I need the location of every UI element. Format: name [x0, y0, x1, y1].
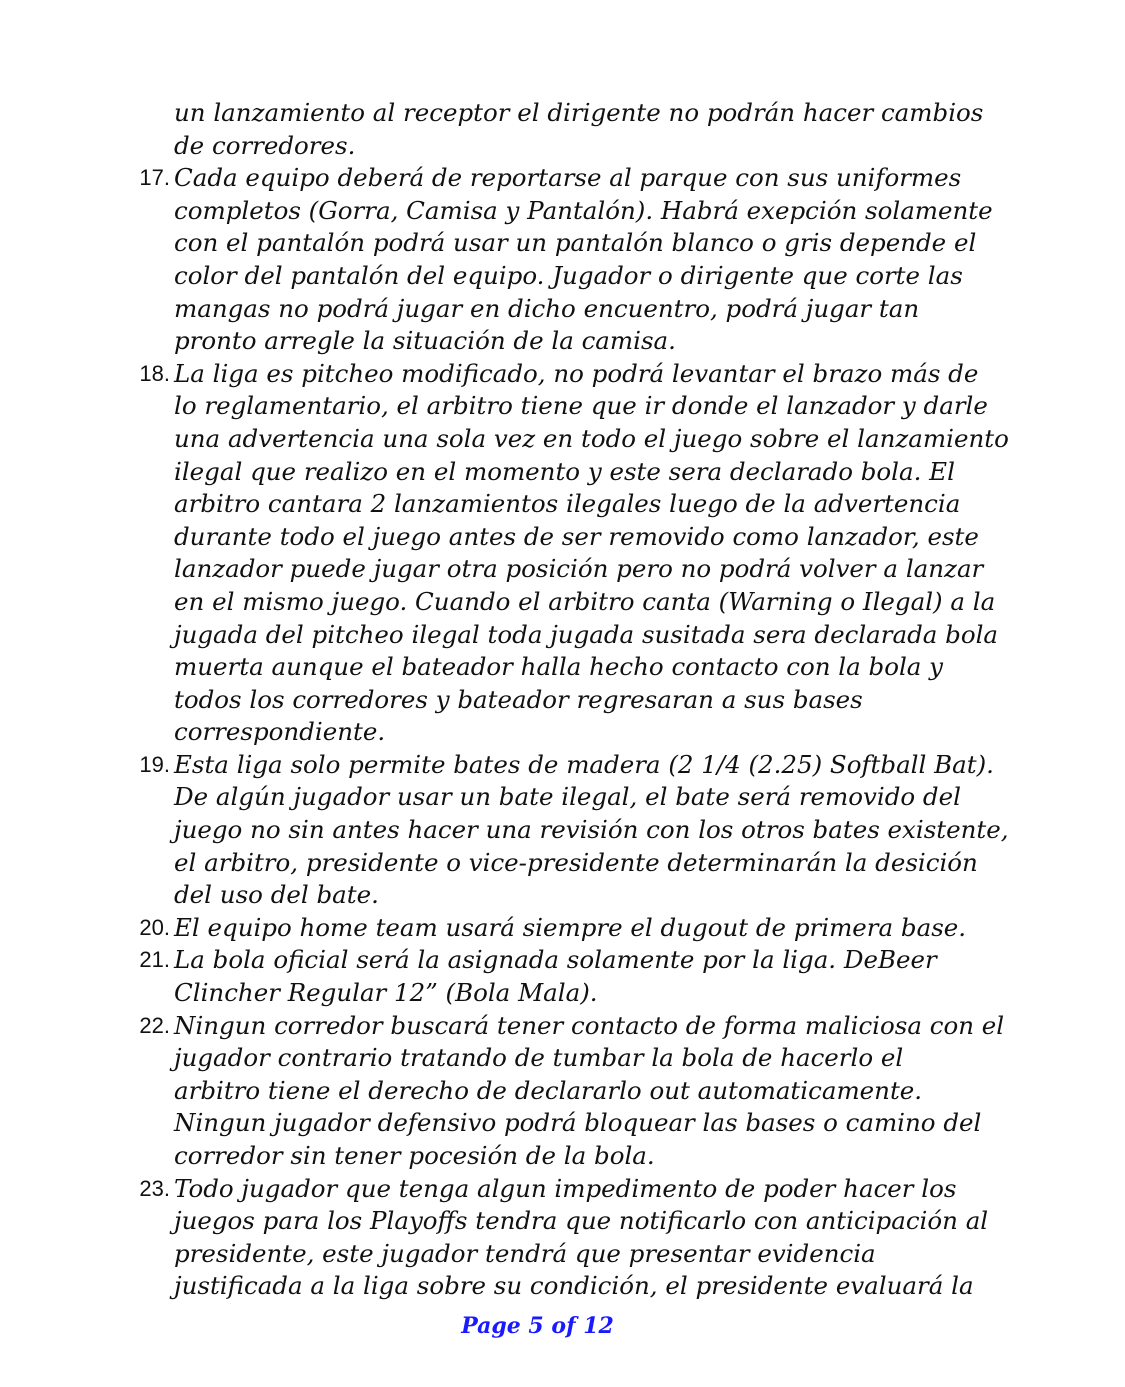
list-item-text: una advertencia una sola vez en todo el juego sobre el lanzamiento [174, 423, 1009, 453]
list-item-text: Ningun corredor buscará tener contacto de forma maliciosa con el [174, 1010, 1005, 1040]
list-item-line [128, 619, 999, 652]
list-item-line [128, 1173, 957, 1206]
list-item-line [128, 325, 948, 358]
list-item-text: pronto arregle la situación de la camisa. [174, 326, 676, 356]
list-item-text: mangas no podrá jugar en dicho encuentro, podrá jugar tan [174, 293, 920, 323]
list-item-text: del uso del bate. [174, 880, 379, 910]
list-item-line [128, 1075, 948, 1108]
list-item-line [128, 847, 978, 880]
list-item-text: ilegal que realizo en el momento y este sera declarado bola. El [174, 456, 955, 486]
list-item-text: un lanzamiento al receptor el dirigente no podrán hacer cambios [174, 98, 984, 127]
list-item-text: juego no sin antes hacer una revisión con los otros bates existente, [174, 815, 1009, 845]
list-item [128, 358, 1009, 749]
list-item-text: juegos para los Playoffs tendra que notificarlo con anticipación al [174, 1206, 989, 1236]
list-item-text: La bola oficial será la asignada solamente por la liga. DeBeer [174, 945, 937, 975]
list-item-number: 18. [139, 360, 170, 386]
list-item [128, 912, 967, 945]
list-item-number: 17. [139, 165, 170, 191]
list-item-line [128, 195, 993, 228]
list-item-line [128, 553, 984, 586]
list-item-line [128, 1205, 989, 1238]
list-item-text: lo reglamentario, el arbitro tiene que ir donde el lanzador y darle [174, 391, 988, 421]
list-item-line [128, 651, 948, 684]
list-item-line [128, 749, 994, 782]
list-item-text: completos (Gorra, Camisa y Pantalón). Habrá exepción solamente [174, 195, 993, 225]
list-item [128, 162, 993, 358]
list-item-line [128, 423, 1009, 456]
list-item-text: con el pantalón podrá usar un pantalón blanco o gris depende el [174, 228, 977, 258]
list-item-line [128, 162, 962, 195]
list-item-line [128, 456, 955, 489]
list-item-line [128, 684, 948, 717]
list-item-line [128, 390, 988, 423]
list-item-text: justificada a la liga sobre su condición, el presidente evaluará la [174, 1271, 974, 1301]
list-item-text: presidente, este jugador tendrá que presentar evidencia [174, 1238, 876, 1268]
list-item-line [128, 944, 948, 977]
list-item-line [128, 912, 967, 945]
list-item-text: corredor sin tener pocesión de la bola. [174, 1141, 655, 1170]
list-item-line [128, 1107, 982, 1140]
list-item-line [128, 227, 977, 260]
list-item-number: 21. [139, 947, 170, 973]
list-item-line [128, 977, 948, 1010]
list-item [128, 944, 948, 1009]
list-item-line [128, 814, 1009, 847]
list-item-number: 22. [139, 1012, 170, 1038]
list-item-text: en el mismo juego. Cuando el arbitro canta (Warning o Ilegal) a la [174, 586, 996, 616]
list-item-text: Clincher Regular 12” (Bola Mala). [174, 978, 598, 1008]
list-item-line [128, 1042, 948, 1075]
list-item-text: todos los corredores y bateador regresaran a sus bases [174, 684, 863, 714]
list-item-text: arbitro cantara 2 lanzamientos ilegales luego de la advertencia [174, 489, 961, 519]
list-item-text: jugada del pitcheo ilegal toda jugada susitada sera declarada bola [174, 619, 999, 649]
list-item-line [128, 293, 948, 326]
list-item-line [128, 521, 979, 554]
list-item-text: el arbitro, presidente o vice-presidente determinarán la desición [174, 847, 978, 877]
list-item [128, 1173, 989, 1303]
list-item-number: 20. [139, 914, 170, 940]
list-item-line [128, 260, 963, 293]
list-item-line [128, 1238, 948, 1271]
list-item-line [128, 1140, 948, 1173]
list-item-text: color del pantalón del equipo. Jugador o dirigente que corte las [174, 260, 963, 290]
list-item-text: Ningun jugador defensivo podrá bloquear las bases o camino del [174, 1108, 982, 1138]
list-item [128, 97, 984, 162]
list-item-text: de corredores. [174, 130, 356, 160]
list-item [128, 1010, 1005, 1173]
list-item-text: La liga es pitcheo modificado, no podrá levantar el brazo más de [174, 358, 979, 388]
list-item-text: durante todo el juego antes de ser removido como lanzador, este [174, 521, 979, 551]
list-item-line [128, 488, 961, 521]
list-item-text: muerta aunque el bateador halla hecho contacto con la bola y [174, 652, 944, 682]
list-item [128, 749, 1009, 912]
list-item-text: lanzador puede jugar otra posición pero no podrá volver a lanzar [174, 554, 984, 584]
list-item-line [128, 586, 996, 619]
list-item-text: Cada equipo deberá de reportarse al parque con sus uniformes [174, 163, 962, 193]
list-item-text: Todo jugador que tenga algun impedimento de poder hacer los [174, 1173, 957, 1203]
list-item-number: 23. [139, 1175, 170, 1201]
list-item-number: 19. [139, 751, 170, 777]
list-item-line [128, 716, 948, 749]
list-item-text: El equipo home team usará siempre el dugout de primera base. [174, 912, 967, 942]
list-item-text: correspondiente. [174, 717, 386, 747]
list-item-line [128, 1010, 1005, 1043]
list-item-text: De algún jugador usar un bate ilegal, el bate será removido del [174, 782, 961, 812]
page-footer: Page 5 of 12 [461, 1313, 614, 1339]
list-item-text: jugador contrario tratando de tumbar la bola de hacerlo el [174, 1043, 904, 1073]
list-item-line [128, 97, 984, 130]
list-item-text: Esta liga solo permite bates de madera (2 1/4 (2.25) Softball Bat). [174, 749, 994, 779]
list-item-line [128, 358, 979, 391]
list-item-line [128, 130, 948, 163]
list-item-text: arbitro tiene el derecho de declararlo out automaticamente. [174, 1075, 923, 1105]
list-item-line [128, 781, 961, 814]
rules-list [128, 97, 1009, 1303]
list-item-line [128, 879, 948, 912]
list-item-line [128, 1270, 974, 1303]
